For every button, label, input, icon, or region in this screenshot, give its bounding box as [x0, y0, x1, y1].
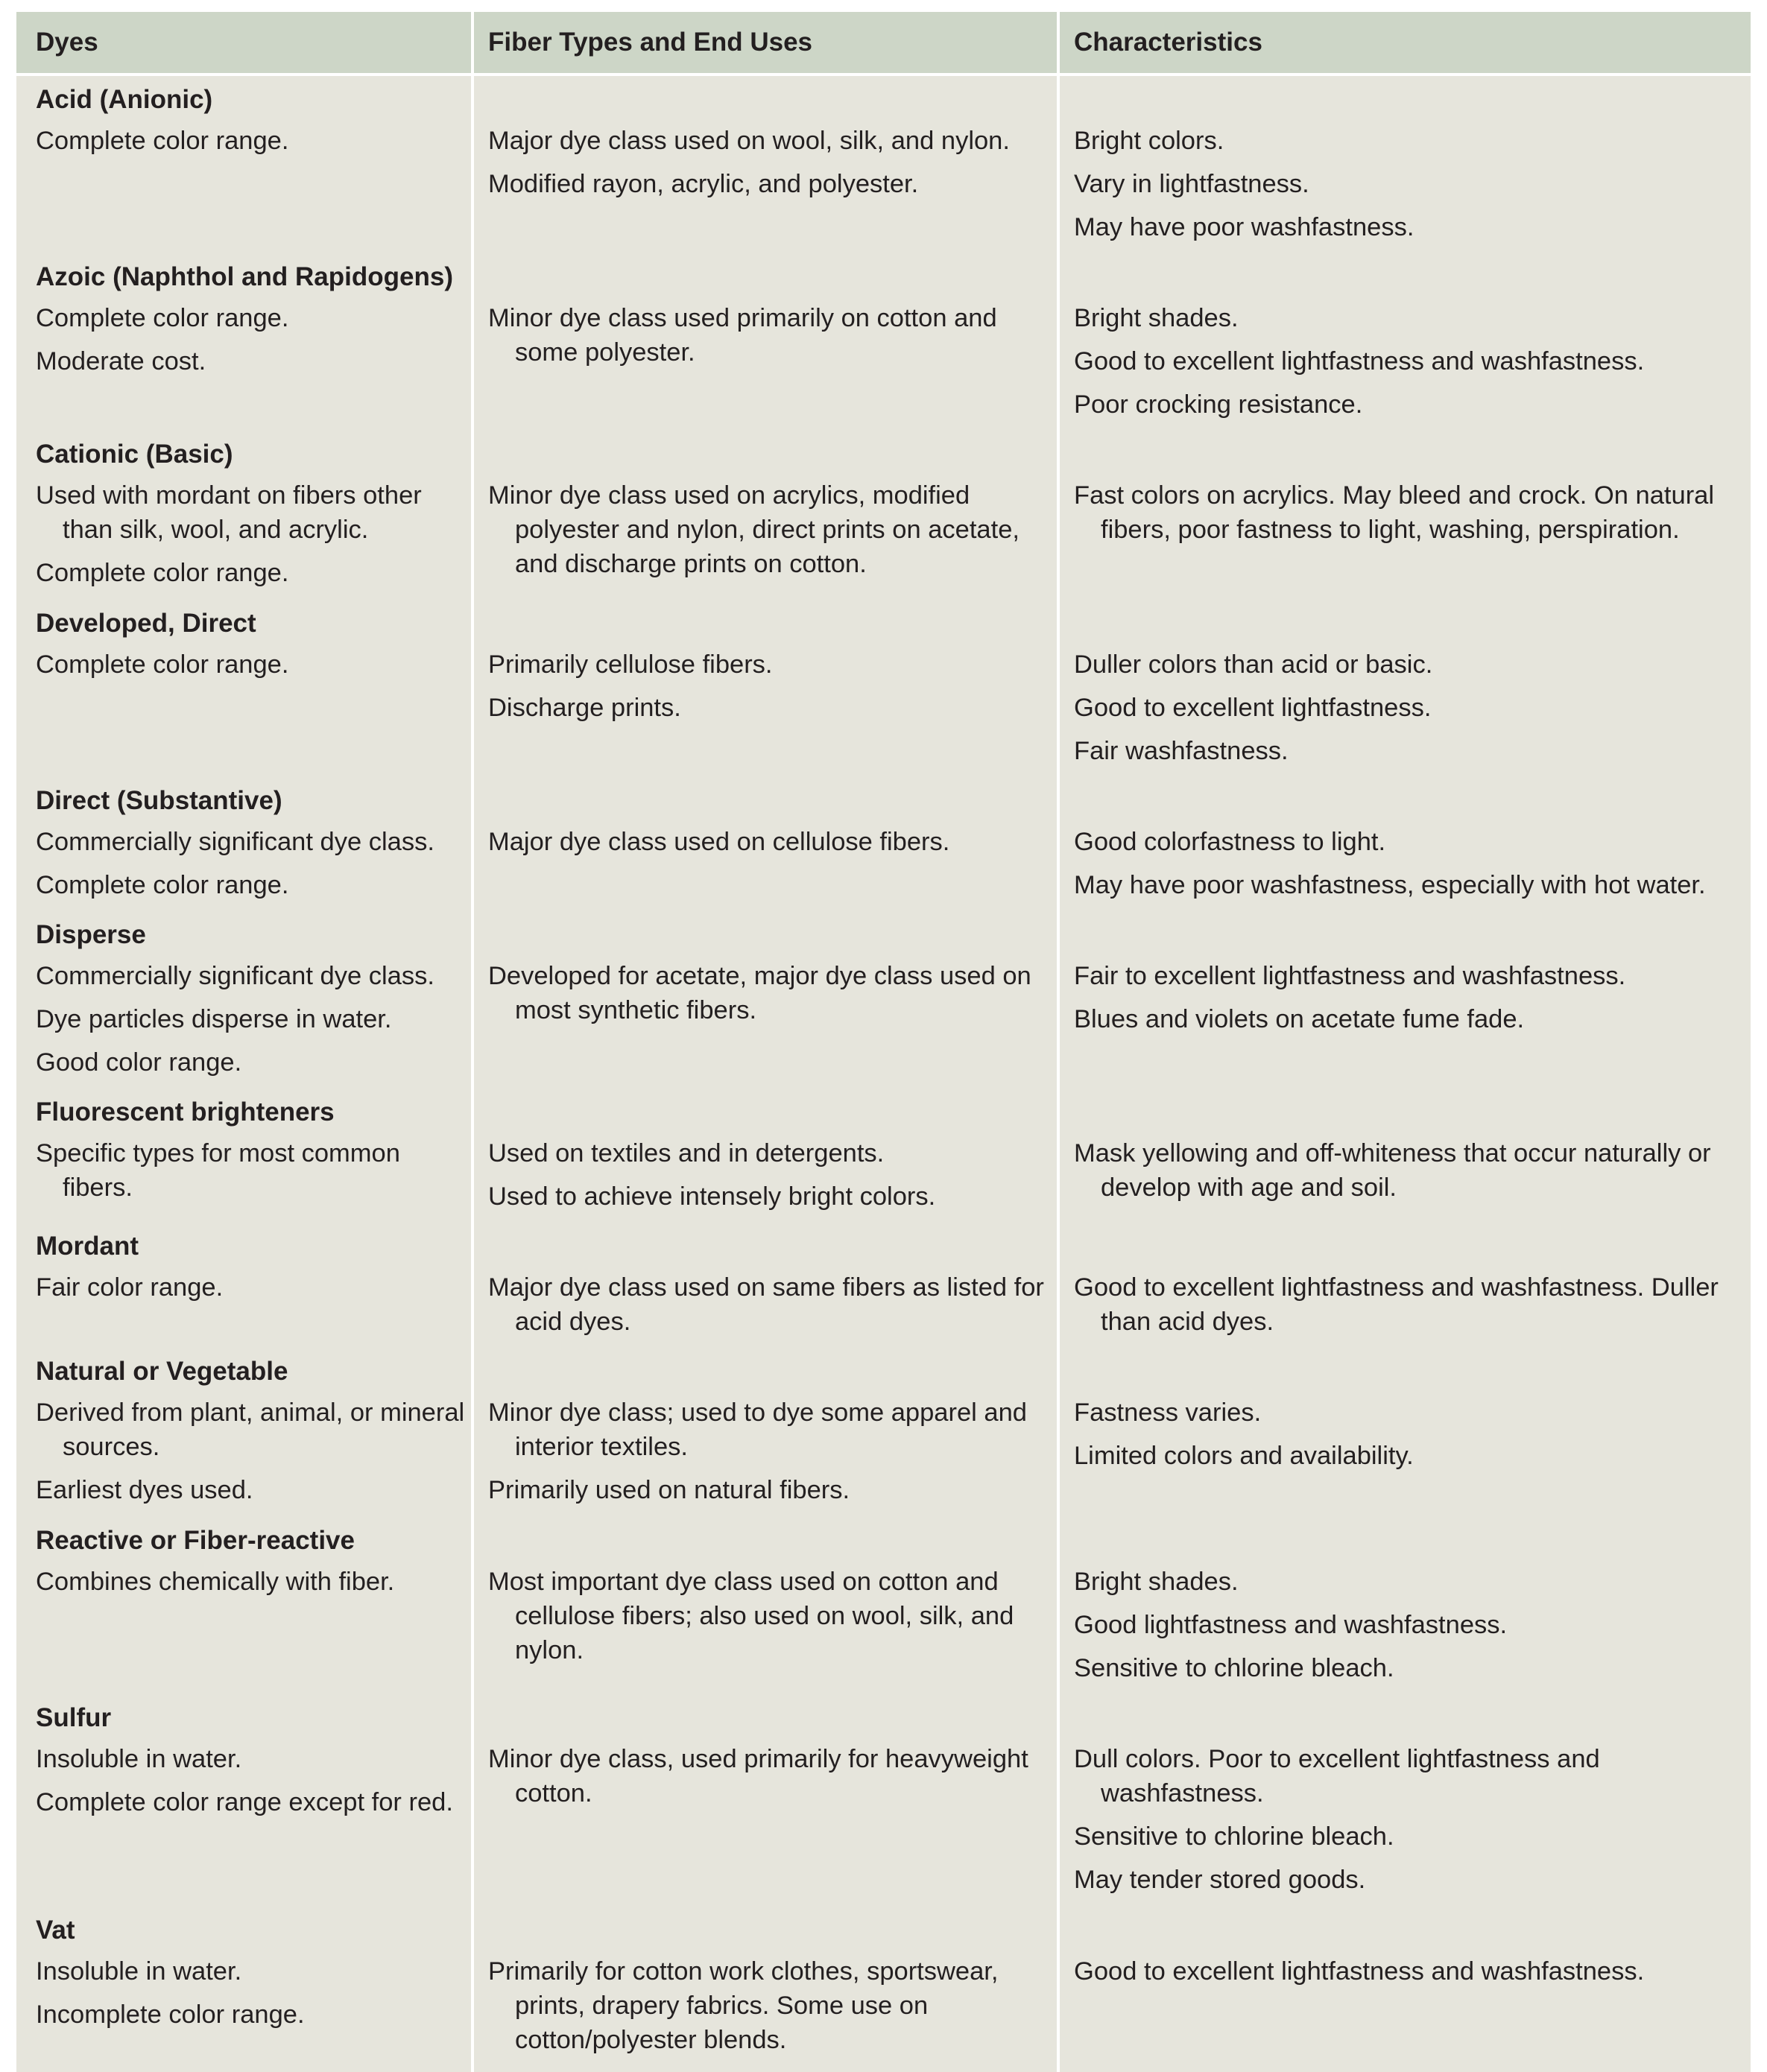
fiber-column-cell [488, 825, 1062, 868]
fiber-use: Developed for acetate, major dye class used on most synthetic fibers. [488, 962, 1031, 1024]
fiber-column-cell [488, 124, 1062, 210]
characteristic: Good to excellent lightfastness. [1074, 694, 1432, 722]
fiber-use: Major dye class used on same fibers as listed for acid dyes. [488, 1273, 1044, 1336]
fiber-column-cell [488, 301, 1062, 378]
fiber-use: Minor dye class, used primarily for heavyweight cotton. [488, 1745, 1028, 1808]
fiber-use: Most important dye class used on cotton and cellulose fibers; also used on wool, silk, and nylon. [488, 1568, 1014, 1664]
fiber-use: Used on textiles and in detergents. [488, 1139, 885, 1168]
dye-group [16, 253, 1751, 431]
characteristic: Duller colors than acid or basic. [1074, 650, 1433, 679]
dye-description: Earliest dyes used. [36, 1476, 253, 1504]
dye-class-name: Vat [36, 1916, 75, 1945]
dyes-column-cell [36, 478, 468, 599]
fiber-column-cell [488, 959, 1062, 1036]
dye-class-name: Acid (Anionic) [36, 85, 213, 114]
fiber-column-cell [488, 1954, 1062, 2066]
fiber-column-cell [488, 1742, 1062, 1819]
fiber-column-cell [488, 1565, 1062, 1676]
dyes-column-cell [36, 647, 468, 691]
fiber-use: Used to achieve intensely bright colors. [488, 1182, 936, 1211]
characteristic: May have poor washfastness. [1074, 213, 1414, 241]
characteristic: Limited colors and availability. [1074, 1442, 1414, 1470]
fiber-use: Primarily for cotton work clothes, sportswear, prints, drapery fabrics. Some use on cotton/polyester blends. [488, 1957, 999, 2054]
dye-description: Used with mordant on fibers other than silk, wool, and acrylic. [36, 481, 422, 544]
dye-description: Complete color range. [36, 304, 289, 332]
chars-column-cell [1074, 301, 1730, 431]
dye-class-name: Cationic (Basic) [36, 440, 233, 469]
dye-description: Commercially significant dye class. [36, 962, 434, 990]
header-dyes: Dyes [36, 28, 98, 57]
dyes-table [16, 12, 1751, 2072]
dye-class-name: Reactive or Fiber-reactive [36, 1526, 355, 1555]
dyes-column-cell [36, 1136, 468, 1214]
dye-description: Fair color range. [36, 1273, 224, 1302]
dyes-column-cell [36, 825, 468, 911]
dye-description: Commercially significant dye class. [36, 828, 434, 856]
characteristic: Dull colors. Poor to excellent lightfastness and washfastness. [1074, 1745, 1600, 1808]
characteristic: Bright colors. [1074, 127, 1224, 155]
dye-class-name: Developed, Direct [36, 609, 256, 638]
dye-group [16, 1348, 1751, 1517]
characteristic: Fast colors on acrylics. May bleed and crock. On natural fibers, poor fastness to light, washing, perspiration. [1074, 481, 1715, 544]
dye-description: Incomplete color range. [36, 2000, 305, 2029]
dye-group [16, 76, 1751, 253]
table-body [16, 76, 1751, 2072]
characteristic: Good to excellent lightfastness and washfastness. [1074, 1957, 1645, 1986]
characteristic: Sensitive to chlorine bleach. [1074, 1654, 1394, 1682]
characteristic: Fastness varies. [1074, 1398, 1262, 1427]
dye-class-name: Direct (Substantive) [36, 786, 282, 815]
characteristic: May tender stored goods. [1074, 1866, 1366, 1894]
dye-class-name: Mordant [36, 1232, 139, 1261]
dye-description: Good color range. [36, 1048, 242, 1077]
dye-description: Moderate cost. [36, 347, 206, 376]
fiber-use: Minor dye class used primarily on cotton and some polyester. [488, 304, 997, 367]
dye-description: Complete color range except for red. [36, 1788, 453, 1816]
header-fiber-types: Fiber Types and End Uses [488, 28, 813, 57]
dye-group [16, 1089, 1751, 1223]
chars-column-cell [1074, 478, 1730, 556]
characteristic: Bright shades. [1074, 1568, 1239, 1596]
dye-group [16, 911, 1751, 1089]
dye-description: Combines chemically with fiber. [36, 1568, 395, 1596]
dye-class-name: Fluorescent brighteners [36, 1097, 335, 1127]
dye-group [16, 431, 1751, 600]
characteristic: Vary in lightfastness. [1074, 170, 1309, 198]
fiber-use: Discharge prints. [488, 694, 681, 722]
dyes-column-cell [36, 1954, 468, 2041]
characteristic: Good lightfastness and washfastness. [1074, 1611, 1508, 1639]
dye-class-name: Sulfur [36, 1703, 112, 1732]
fiber-use: Primarily cellulose fibers. [488, 650, 773, 679]
chars-column-cell [1074, 1954, 1730, 1997]
chars-column-cell [1074, 647, 1730, 777]
dye-group [16, 777, 1751, 911]
dye-description: Dye particles disperse in water. [36, 1005, 392, 1033]
dye-description: Specific types for most common fibers. [36, 1139, 400, 1202]
chars-column-cell [1074, 1395, 1730, 1482]
dyes-column-cell [36, 959, 468, 1089]
characteristic: Fair to excellent lightfastness and washfastness. [1074, 962, 1626, 990]
dyes-column-cell [36, 1565, 468, 1608]
dye-group [16, 1694, 1751, 1907]
chars-column-cell [1074, 1270, 1730, 1348]
dyes-column-cell [36, 1270, 468, 1314]
table-header [16, 12, 1751, 76]
fiber-column-cell [488, 647, 1062, 734]
dyes-column-cell [36, 124, 468, 167]
dye-group [16, 1907, 1751, 2072]
dye-class-name: Disperse [36, 920, 146, 949]
characteristic: Good to excellent lightfastness and washfastness. [1074, 347, 1645, 376]
dye-description: Complete color range. [36, 127, 289, 155]
fiber-use: Minor dye class; used to dye some apparel and interior textiles. [488, 1398, 1027, 1461]
fiber-use: Primarily used on natural fibers. [488, 1476, 850, 1504]
fiber-column-cell [488, 1395, 1062, 1516]
dye-description: Complete color range. [36, 871, 289, 899]
characteristic: Poor crocking resistance. [1074, 390, 1363, 419]
header-characteristics: Characteristics [1074, 28, 1262, 57]
chars-column-cell [1074, 1136, 1730, 1214]
characteristic: Fair washfastness. [1074, 737, 1289, 765]
fiber-column-cell [488, 1136, 1062, 1223]
dye-description: Insoluble in water. [36, 1745, 242, 1773]
chars-column-cell [1074, 959, 1730, 1045]
characteristic: Sensitive to chlorine bleach. [1074, 1822, 1394, 1851]
fiber-use: Modified rayon, acrylic, and polyester. [488, 170, 919, 198]
chars-column-cell [1074, 1742, 1730, 1906]
chars-column-cell [1074, 124, 1730, 253]
fiber-use: Major dye class used on cellulose fibers. [488, 828, 950, 856]
chars-column-cell [1074, 825, 1730, 911]
dyes-column-cell [36, 1742, 468, 1828]
characteristic: Bright shades. [1074, 304, 1239, 332]
dye-description: Complete color range. [36, 650, 289, 679]
chars-column-cell [1074, 1565, 1730, 1694]
fiber-column-cell [488, 478, 1062, 590]
dye-description: Complete color range. [36, 559, 289, 587]
characteristic: Blues and violets on acetate fume fade. [1074, 1005, 1525, 1033]
dye-class-name: Azoic (Naphthol and Rapidogens) [36, 262, 453, 291]
fiber-column-cell [488, 1270, 1062, 1348]
characteristic: Good to excellent lightfastness and washfastness. Duller than acid dyes. [1074, 1273, 1719, 1336]
dye-description: Insoluble in water. [36, 1957, 242, 1986]
characteristic: Mask yellowing and off-whiteness that occur naturally or develop with age and soil. [1074, 1139, 1711, 1202]
dye-group [16, 600, 1751, 777]
column-divider [1057, 12, 1060, 2072]
fiber-use: Minor dye class used on acrylics, modified polyester and nylon, direct prints on acetate, and discharge prints on cotton. [488, 481, 1020, 578]
dyes-column-cell [36, 1395, 468, 1516]
dye-group [16, 1223, 1751, 1348]
dye-group [16, 1517, 1751, 1694]
fiber-use: Major dye class used on wool, silk, and nylon. [488, 127, 1010, 155]
dyes-column-cell [36, 301, 468, 387]
dye-class-name: Natural or Vegetable [36, 1357, 288, 1386]
characteristic: Good colorfastness to light. [1074, 828, 1386, 856]
column-divider [471, 12, 474, 2072]
characteristic: May have poor washfastness, especially with hot water. [1074, 871, 1706, 899]
dye-description: Derived from plant, animal, or mineral sources. [36, 1398, 465, 1461]
